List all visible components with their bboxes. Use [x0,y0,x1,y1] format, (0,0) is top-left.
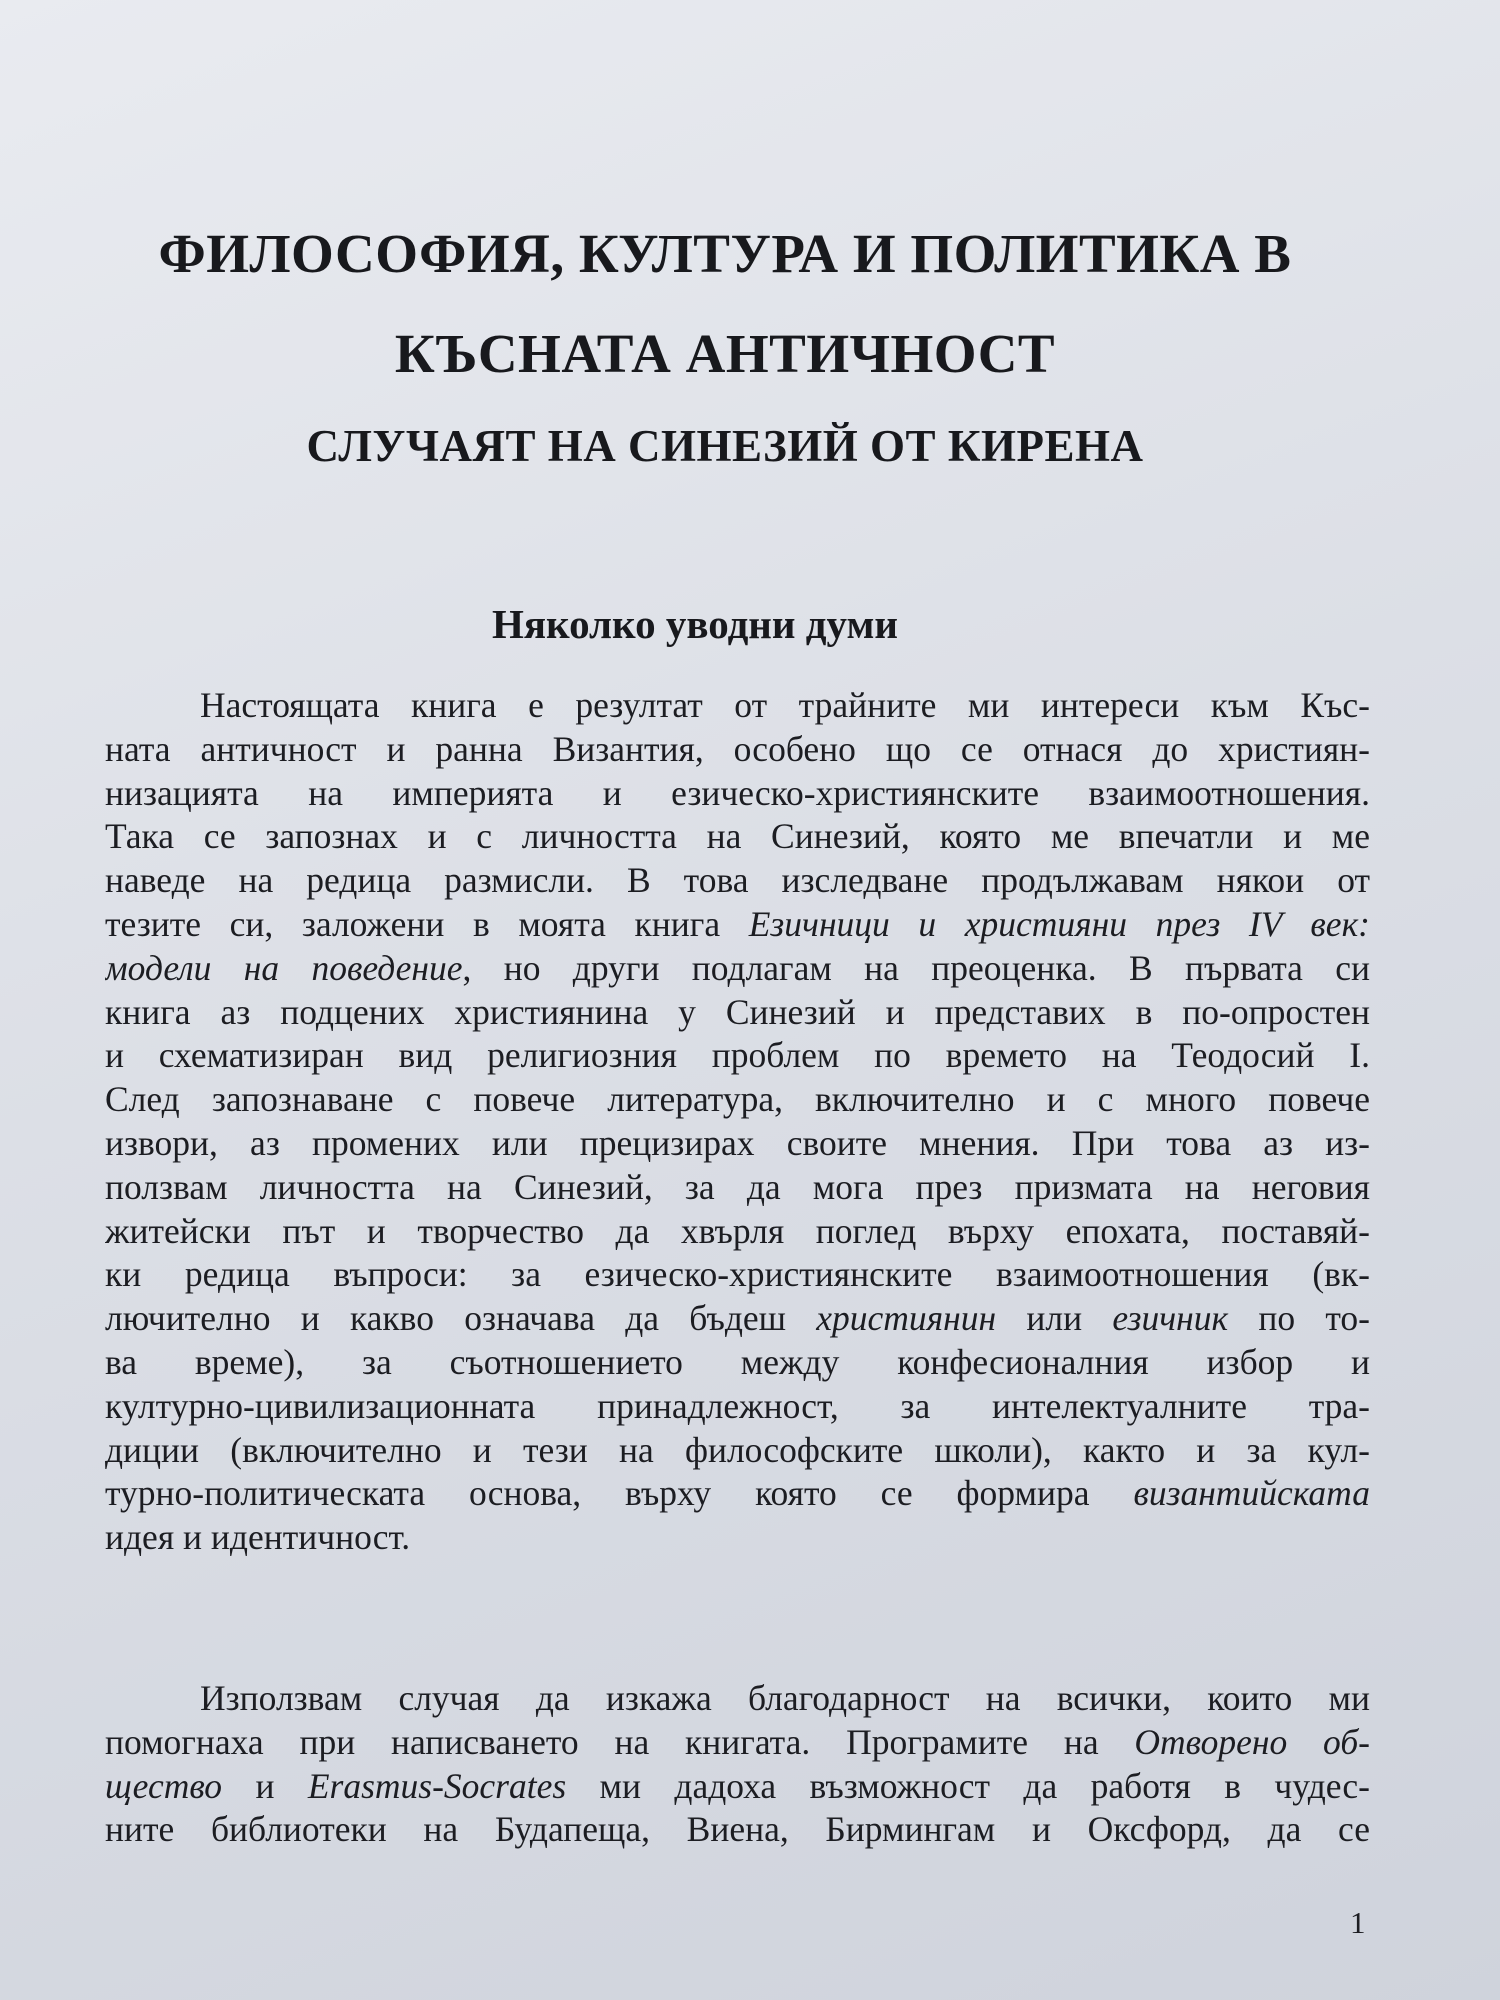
text-line: идея и идентичност. [105,1517,411,1558]
text-line: ната античност и ранна Византия, особено що се отнася до християн- [105,728,1370,769]
text-line: Така се запознах и с личността на Синезий, която ме впечатли и ме [105,816,1370,857]
italic-term: Erasmus-Socrates [307,1765,567,1806]
title-line-2: КЪСНАТА АНТИЧНОСТ [394,323,1056,384]
text-line [105,1297,1370,1341]
paragraph-1 [105,684,1370,1560]
text-segment: или [1026,1298,1083,1339]
text-segment: и [255,1765,275,1806]
text-line [105,947,1370,991]
section-heading: Няколко уводни думи [491,601,899,647]
text-line: диции (включително и тези на философските школи), както и за кул- [105,1429,1370,1470]
text-segment: турно-политическата основа, върху която се формира [105,1473,1090,1514]
text-segment: лючително и какво означава да бъдеш [105,1298,786,1339]
text-line [105,903,1370,947]
text-line: низацията на империята и езическо-християнските взаимоотношения. [105,772,1370,813]
text-line [105,1765,1370,1809]
text-line: наведе на редица размисли. В това изследване продължавам някои от [105,860,1370,901]
page-number: 1 [1350,1905,1366,1940]
text-line: ползвам личността на Синезий, за да мога през призмата на неговия [105,1166,1370,1207]
text-line: ва време), за съотношението между конфесионалния избор и [105,1341,1370,1382]
text-line: Настоящата книга е резултат от трайните ми интереси към Къс- [200,685,1370,725]
title-line-1: ФИЛОСОФИЯ, КУЛТУРА И ПОЛИТИКА В [158,223,1292,284]
text-line: ните библиотеки на Будапеща, Виена, Бирмингам и Оксфорд, да се [105,1809,1370,1850]
text-segment: помогнаха при написването на книгата. Програмите на [105,1721,1099,1762]
text-segment: тезите си, заложени в моята книга [105,903,721,944]
italic-book-title: модели на поведение [105,947,463,988]
text-line: извори, аз промених или прецизирах своите мнения. При това аз из- [105,1122,1370,1163]
text-segment: по то- [1258,1298,1370,1339]
italic-term: езичник [1112,1298,1229,1339]
text-line [105,1721,1370,1765]
text-line: и схематизиран вид религиозния проблем по времето на Теодосий I. [105,1035,1370,1076]
text-line: След запознаване с повече литература, включително и с много повече [105,1079,1370,1120]
text-segment: , но други подлагам на преоценка. В първата си [462,947,1370,988]
text-line: житейски път и творчество да хвърля поглед върху епохата, поставяй- [105,1210,1370,1251]
subtitle: СЛУЧАЯТ НА СИНЕЗИЙ ОТ КИРЕНА [306,421,1144,471]
italic-term: християнин [816,1298,997,1339]
italic-term: византийската [1133,1473,1370,1514]
italic-term: Отворено об- [1134,1721,1370,1762]
text-line: ки редица въпроси: за езическо-християнските взаимоотношения (вк- [105,1254,1370,1295]
paragraph-2 [105,1677,1370,1852]
text-line: културно-цивилизационната принадлежност, за интелектуалните тра- [105,1385,1370,1426]
text-segment: ми дадоха възможност да работя в чудес- [599,1765,1370,1806]
italic-term: щество [105,1765,223,1806]
text-line: Използвам случая да изкажа благодарност на всички, които ми [200,1678,1370,1718]
text-line: книга аз подцених християнина у Синезий и представих в по-опростен [105,991,1370,1032]
italic-book-title: Езичници и християни през IV век: [748,903,1370,944]
text-line [105,1472,1370,1516]
